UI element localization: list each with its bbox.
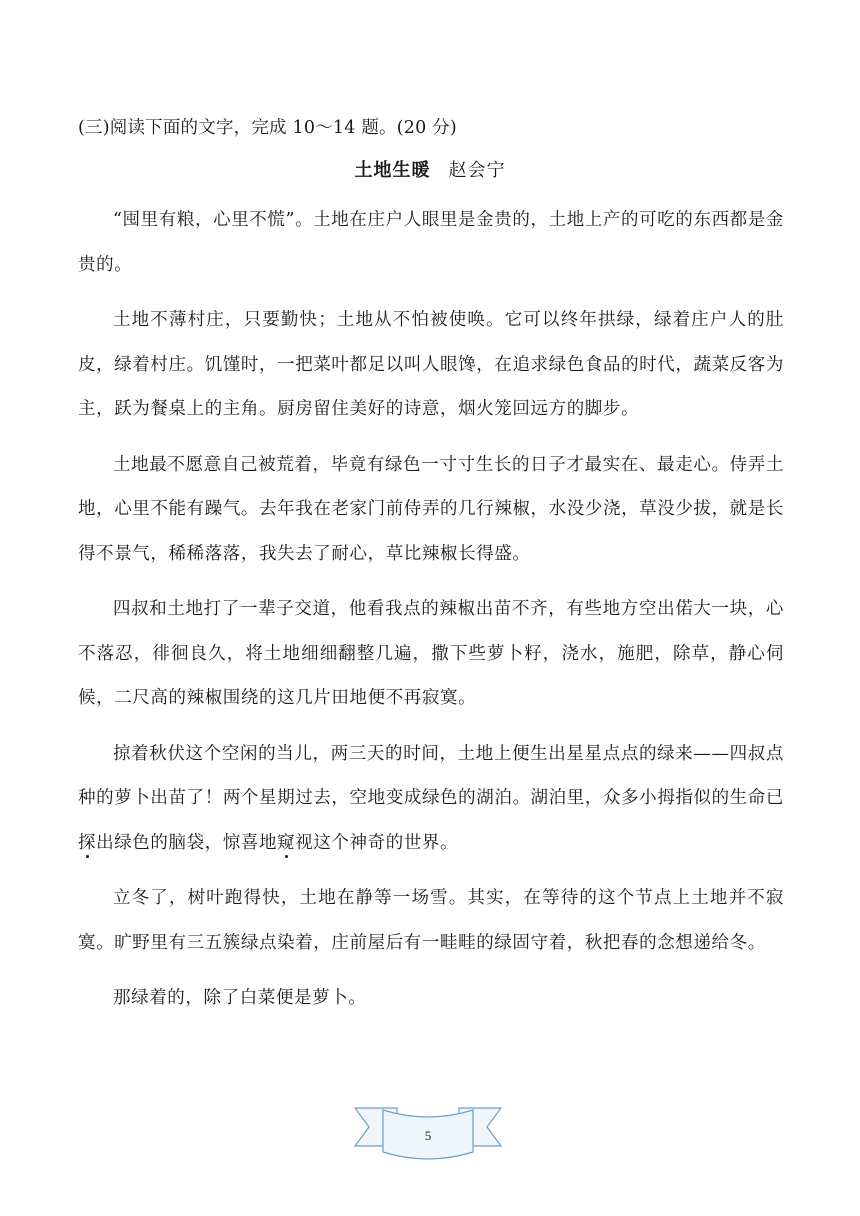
article-body	[78, 198, 784, 1032]
paragraph-7: 那绿着的，除了白菜便是萝卜。	[113, 988, 367, 1008]
paragraph-5-text-a: 掠着秋伏这个空闲的当儿，两三天的时间，土地上便生出星星点点的绿来——四叔点种的萝卜出苗了！两个星期过去，空地变成绿色的湖泊。湖泊里，众多小拇指似的生命已	[78, 743, 784, 808]
paragraph-5-text-b: 出绿色的脑袋，惊喜地	[96, 832, 278, 853]
page-number: 5	[424, 1128, 432, 1143]
article-author: 赵会宁	[448, 160, 506, 181]
section-heading: (三)阅读下面的文字，完成 10～14 题。(20 分)	[78, 118, 457, 138]
paragraph-2: 土地不薄村庄，只要勤快；土地从不怕被使唤。它可以终年拱绿，绿着庄户人的肚皮，绿着村庄。饥馑时，一把菜叶都足以叫人眼馋，在追求绿色食品的时代，蔬菜反客为主，跃为餐桌上的主角。厨房留住美好的诗意，烟火笼回远方的脚步。	[78, 310, 784, 419]
article-title: 土地生暖	[354, 160, 431, 181]
paragraph-6: 立冬了，树叶跑得快，土地在静等一场雪。其实，在等待的这个节点上土地并不寂寞。旷野里有三五簇绿点染着，庄前屋后有一畦畦的绿固守着，秋把春的念想递给冬。	[78, 888, 784, 953]
paragraph-5-text-c: 视这个神奇的世界。	[295, 832, 459, 853]
emphasis-dot-char-1: 探	[78, 832, 97, 853]
paragraph-5	[78, 732, 784, 866]
article-title-line	[0, 156, 860, 186]
paragraph-1: “囤里有粮，心里不慌”。土地在庄户人眼里是金贵的，土地上产的可吃的东西都是金贵的。	[78, 210, 784, 275]
page-number-ribbon	[353, 1100, 503, 1166]
paragraph-3: 土地最不愿意自己被荒着，毕竟有绿色一寸寸生长的日子才最实在、最走心。侍弄土地，心里不能有躁气。去年我在老家门前侍弄的几行辣椒，水没少浇，草没少拔，就是长得不景气，稀稀落落，我失去了耐心，草比辣椒长得盛。	[78, 454, 784, 564]
paragraph-4: 四叔和土地打了一辈子交道，他看我点的辣椒出苗不齐，有些地方空出偌大一块，心不落忍，徘徊良久，将土地细细翻整几遍，撒下些萝卜籽，浇水，施肥，除草，静心伺候，二尺高的辣椒围绕的这几片田地便不再寂寞。	[78, 599, 784, 708]
emphasis-dot-char-2: 窥	[277, 832, 296, 853]
